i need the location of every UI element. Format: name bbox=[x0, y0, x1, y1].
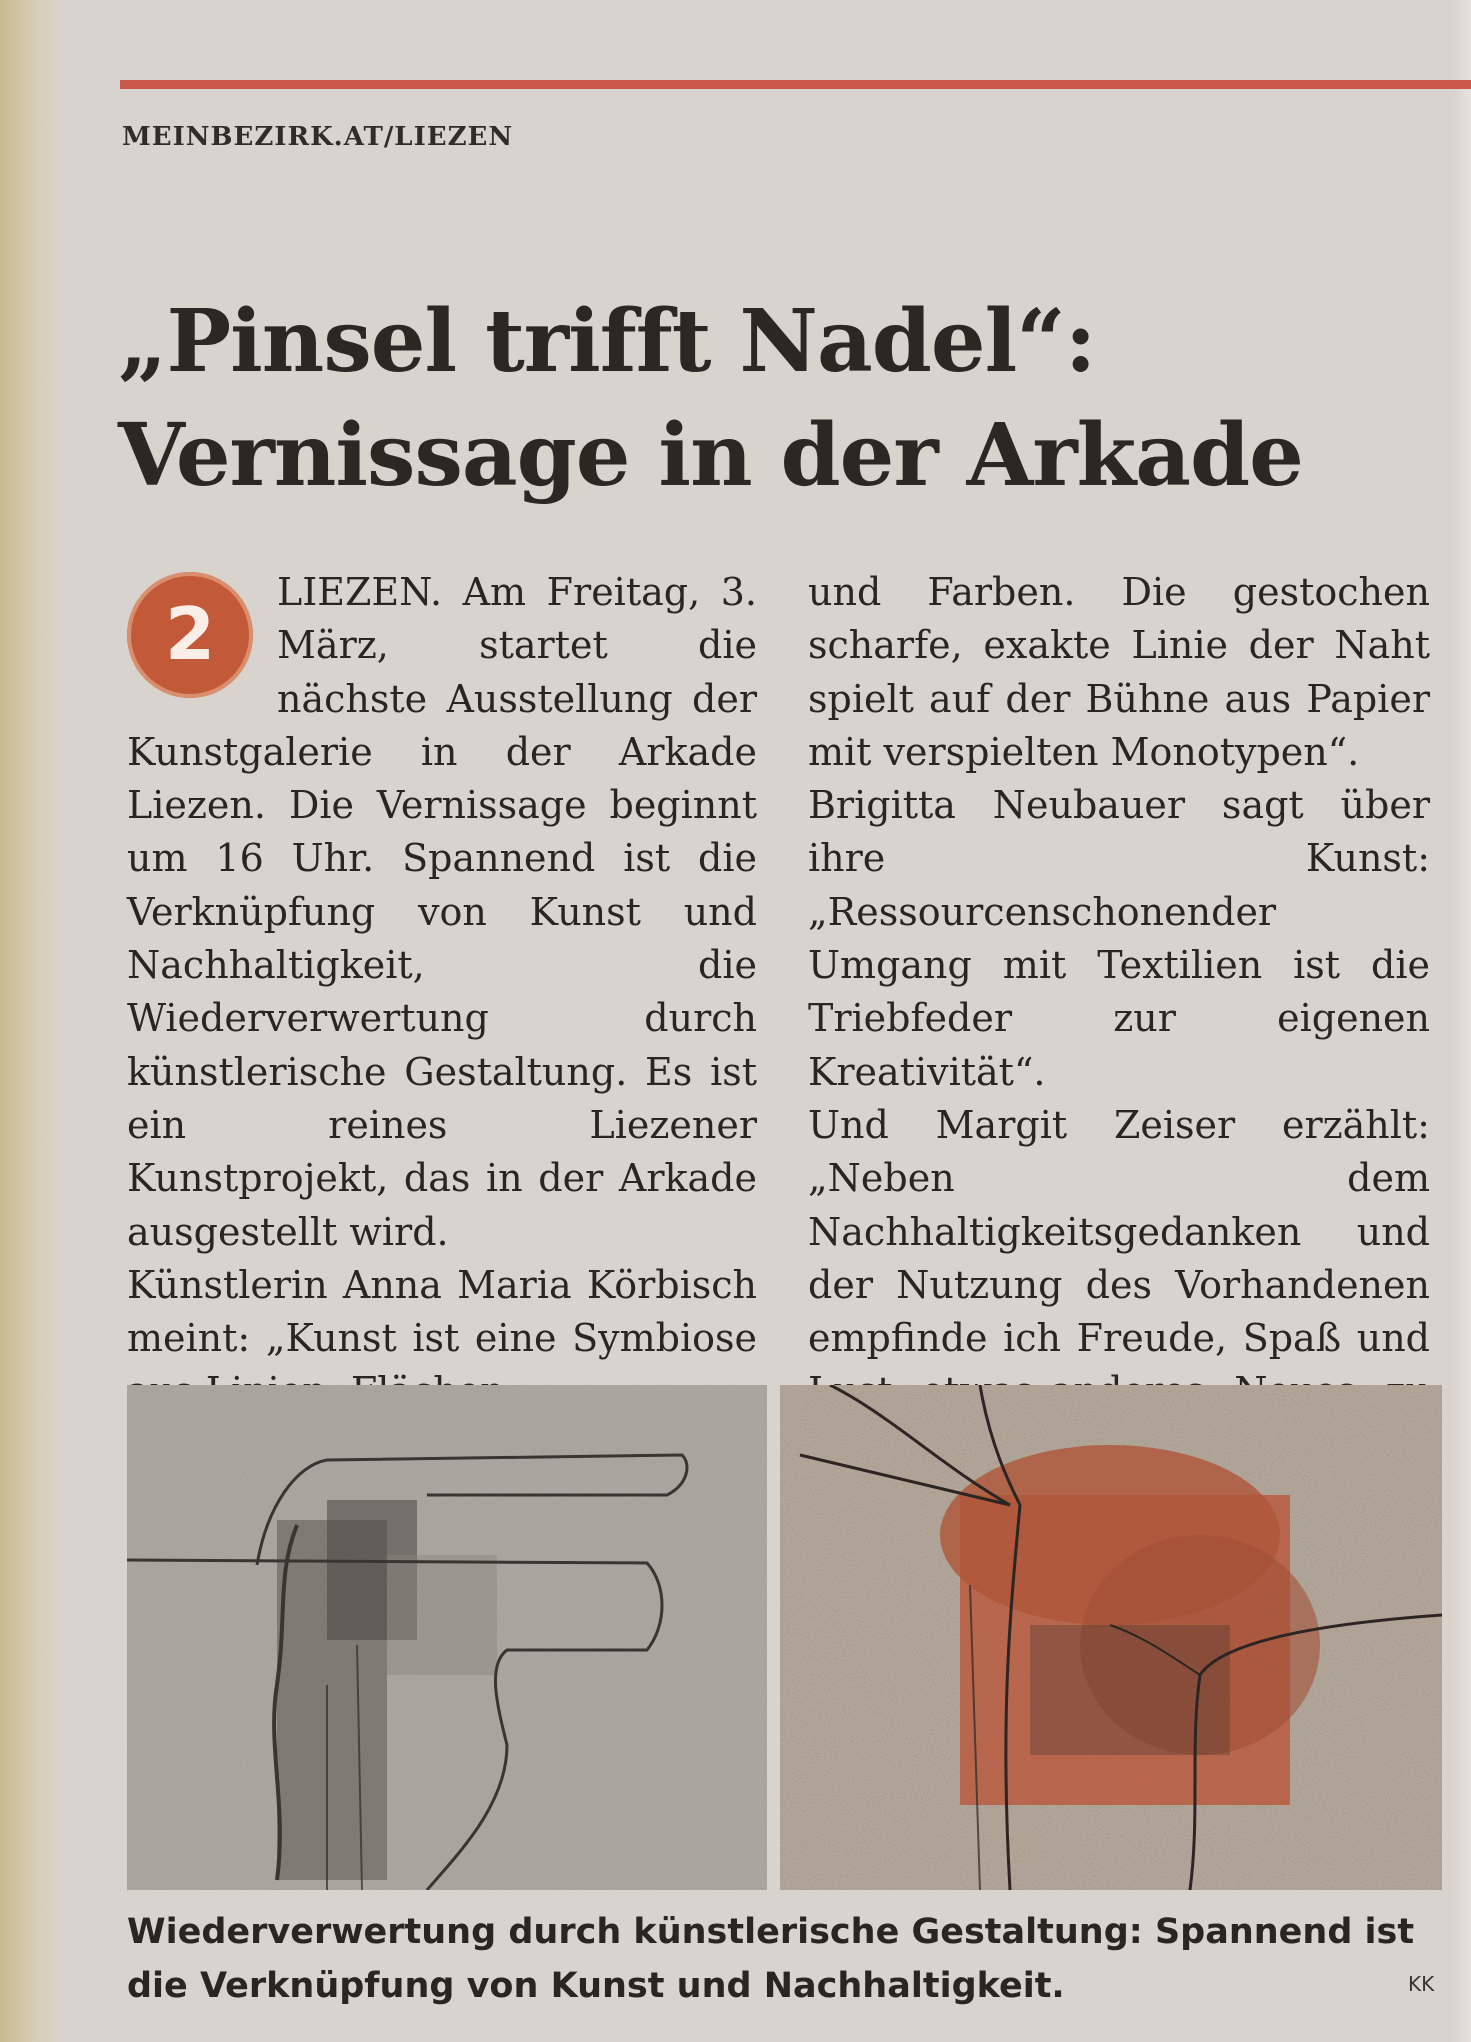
page-edge-right bbox=[1453, 0, 1471, 2042]
top-accent-rule bbox=[120, 80, 1471, 89]
headline-line-1: „Pinsel trifft Nadel“: bbox=[118, 291, 1096, 392]
artwork-photo-left bbox=[127, 1385, 767, 1890]
section-label: MEINBEZIRK.AT/LIEZEN bbox=[122, 122, 514, 152]
article-paragraph: Und Margit Zeiser erzählt: „Neben dem Nachhaltigkeitsgedanken und der Nutzung des Vorhandenen empfinde ich Freude, Spaß und bbox=[808, 1102, 1430, 1361]
page-edge-shadow bbox=[0, 0, 60, 2042]
headline bbox=[118, 285, 1418, 513]
article-column-left bbox=[127, 566, 757, 1419]
artwork-line-monotype bbox=[127, 1385, 767, 1890]
article-column-right bbox=[808, 566, 1430, 1472]
photo-caption: Wiederverwertung durch künstlerische Gestaltung: Spannend ist die Verknüpfung von Kunst und Nachhaltigkeit. bbox=[127, 1912, 1415, 2006]
article-paragraph: Brigitta Neubauer sagt über ihre Kunst: „Ressourcenschonender Umgang mit Textilien ist die Triebfeder zur eigenen Kreativität“. bbox=[808, 783, 1430, 1094]
artwork-photo-right bbox=[780, 1385, 1442, 1890]
headline-line-2: Vernissage in der Arkade bbox=[118, 405, 1303, 506]
artwork-red-monotype bbox=[780, 1385, 1442, 1890]
article-paragraph: und Farben. Die gestochen scharfe, exakte Linie der Naht spielt auf der Bühne aus Papier mit verspielten Monotypen“. bbox=[808, 570, 1430, 774]
article-paragraph: Künstlerin Anna Maria Körbisch meint: „Kunst ist eine Symbiose bbox=[127, 1262, 757, 1361]
photo-credit: KK bbox=[1408, 1972, 1435, 1996]
article-paragraph: LIEZEN. Am Freitag, 3. März, startet die nächste Ausstellung der Kunstgalerie in der Arkade Liezen. Die Vernissage beginnt um 16 Uhr. Spannend ist die Verknüpfung von Kunst und Nachhaltigkeit, die Wiederverwertung durch künstlerische Gestaltung. Es ist ein reines Liezener Kunstprojekt, das in der Arkade ausgestellt wird. bbox=[127, 570, 757, 1254]
district-badge: 2 bbox=[127, 572, 253, 698]
